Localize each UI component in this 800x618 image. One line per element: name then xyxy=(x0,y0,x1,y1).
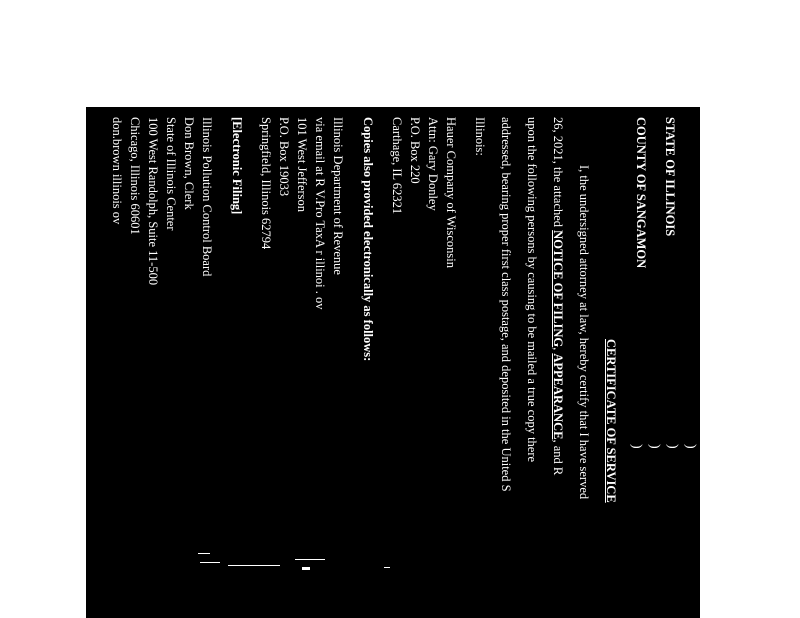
certificate-title: CERTIFICATE OF SERVICE xyxy=(604,339,618,503)
body-line xyxy=(550,117,566,475)
signature-stroke xyxy=(302,567,310,570)
certificate-of-service-page xyxy=(86,107,700,618)
recipient-line: State of Illinois Center xyxy=(164,117,178,231)
recipient-line: Hauer Company of Wisconsin xyxy=(444,117,458,268)
signature-stroke xyxy=(200,562,220,563)
recipient-line: Don Brown, Clerk xyxy=(182,117,196,210)
body-line: Illinois: xyxy=(473,117,487,156)
body-line-separator: , xyxy=(551,347,565,354)
body-line-suffix: , and R xyxy=(551,439,565,476)
body-line: I, the undersigned attorney at law, hereby certify that I have served xyxy=(577,165,591,500)
recipient-line: Springfield, Illinois 62794 xyxy=(259,117,273,250)
electronic-filing-label: [Electronic Filing] xyxy=(230,117,244,215)
recipient-line: Attn: Gary Donley xyxy=(426,117,440,211)
body-line-prefix: 26, 2021, the attached xyxy=(551,117,565,231)
caption-paren: ) xyxy=(629,444,644,449)
scanned-document-page xyxy=(86,107,700,618)
body-line: upon the following persons by causing to be mailed a true copy there xyxy=(525,117,539,463)
recipient-line: Illinois Department of Revenue xyxy=(331,117,345,275)
recipient-line: don.brown illinois ov xyxy=(110,117,124,225)
recipient-line: P.O. Box 220 xyxy=(408,117,422,184)
state-caption: STATE OF ILLINOIS xyxy=(663,117,677,237)
signature-stroke xyxy=(198,553,210,554)
caption-paren: ) xyxy=(665,444,680,449)
body-line: addressed, bearing proper first class postage, and deposited in the United S xyxy=(499,117,513,492)
recipient-line: 101 West Jefferson xyxy=(295,117,309,213)
signature-stroke xyxy=(295,559,325,560)
recipient-line: Chicago, Illinois 60601 xyxy=(128,117,142,235)
recipient-line: P.O. Box 19033 xyxy=(277,117,291,197)
caption-paren: ) xyxy=(647,444,662,449)
recipient-line: Carthage, IL 62321 xyxy=(390,117,404,215)
signature-stroke xyxy=(384,567,390,568)
appearance-text: APPEARANCE xyxy=(551,353,565,440)
recipient-line: via email at R V.Pro TaxA r illinoi . ov xyxy=(313,117,327,310)
copies-heading: Copies also provided electronically as follows: xyxy=(361,117,375,362)
county-caption: COUNTY OF SANGAMON xyxy=(634,117,648,269)
notice-of-filing-link-text: NOTICE OF FILING xyxy=(551,230,565,348)
recipient-line: 100 West Randolph, Suite 11-500 xyxy=(146,117,160,286)
caption-paren: ) xyxy=(683,444,698,449)
recipient-line: Illinois Pollution Control Board xyxy=(200,117,214,277)
signature-stroke xyxy=(228,565,280,566)
